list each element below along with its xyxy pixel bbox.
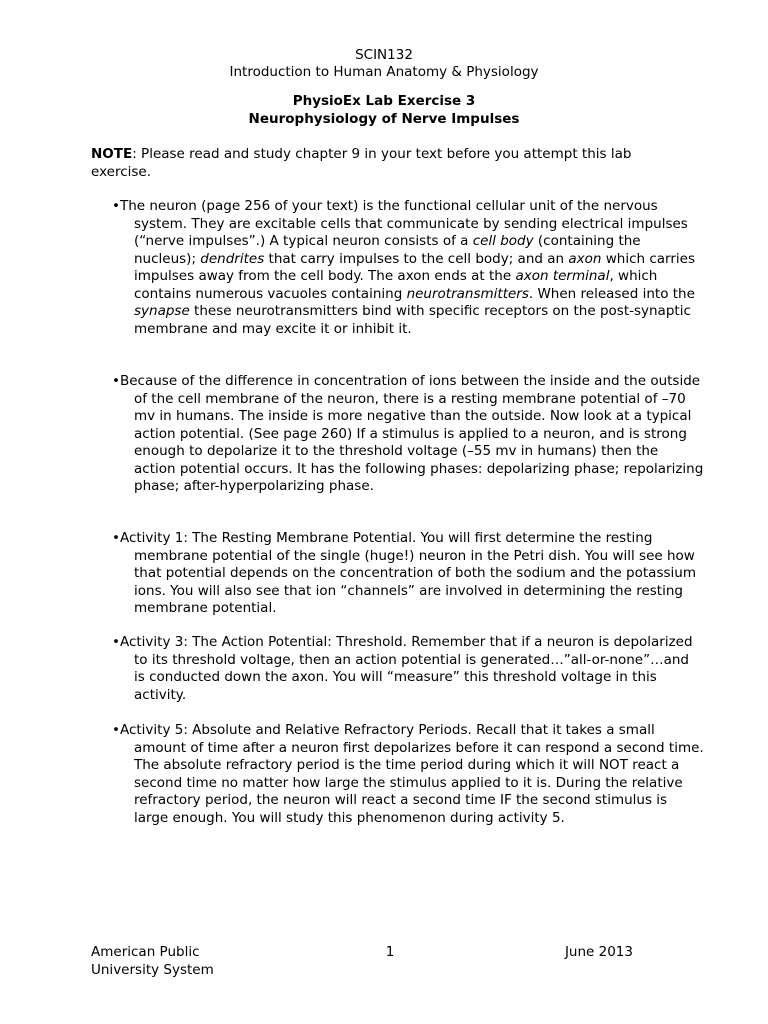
note-paragraph xyxy=(91,146,691,181)
bullet-activity-1 xyxy=(112,530,704,618)
footer-date: June 2013 xyxy=(564,944,633,960)
term-synapse: synapse xyxy=(134,303,190,319)
bullet-icon: • xyxy=(112,722,120,738)
bullet-membrane-potential xyxy=(112,373,704,496)
bullet-icon: • xyxy=(112,634,120,650)
bullet-icon: • xyxy=(112,530,120,546)
bullet-text: Activity 1: The Resting Membrane Potential. You will first determine the resting membrane potential of the single (huge!) neuron in the Petri dish. You will see how that potential depends on the concentration of both the sodium and the potassium ions. You will also see that ion “channels” are involved in determining the resting membrane potential. xyxy=(119,530,696,616)
bullet-text: Activity 3: The Action Potential: Threshold. Remember that if a neuron is depolarized to its threshold voltage, then an action potential is generated…”all-or-none”…and is conducted down the axon. You will “measure” this threshold voltage in this activity. xyxy=(119,634,693,703)
footer-org-line1: American Public xyxy=(91,944,200,960)
course-code: SCIN132 xyxy=(355,47,413,63)
note-text: : Please read and study chapter 9 in your text before you attempt this lab exercise. xyxy=(91,146,632,180)
bullet-text: Activity 5: Absolute and Relative Refractory Periods. Recall that it takes a small amount of time after a neuron first depolarizes before it can respond a second time. The absolute refractory period is the time period during which it will NOT react a second time no matter how large the stimulus applied to it is. During the relative refractory period, the neuron will react a second time IF the second stimulus is large enough. You will study this phenomenon during activity 5. xyxy=(119,722,704,826)
bullet-text: Because of the difference in concentration of ions between the inside and the outside of the cell membrane of the neuron, there is a resting membrane potential of –70 mv in humans. The inside is more negative than the outside. Now look at a typical action potential. (See page 260) If a stimulus is applied to a neuron, and is strong enough to depolarize it to the threshold voltage (–55 mv in humans) then the action potential occurs. It has the following phases: depolarizing phase; repolarizing phase; after-hyperpolarizing phase. xyxy=(119,373,704,494)
bullet-text: which carries impulses away from the cell body. The axon ends at the xyxy=(134,250,696,284)
term-axon: axon xyxy=(568,250,602,267)
course-name: Introduction to Human Anatomy & Physiology xyxy=(229,64,539,80)
term-neurotransmitters: neurotransmitters xyxy=(406,285,529,302)
bullet-text: , which contains numerous vacuoles containing xyxy=(134,268,658,302)
bullet-text: that carry impulses to the cell body; and an xyxy=(264,250,569,267)
bullet-text: The neuron (page 256 of your text) is the functional cellular unit of the nervous system. They are excitable cells that communicate by sending electrical impulses (“nerve impulses”.) A typical neuron consists of a xyxy=(119,198,688,249)
term-cell-body: cell body xyxy=(472,233,534,249)
bullet-text: . When released into the xyxy=(528,285,695,302)
page-number: 1 xyxy=(385,944,395,960)
term-axon-terminal: axon terminal xyxy=(515,268,610,284)
bullet-activity-5 xyxy=(112,722,704,827)
bullet-text: these neurotransmitters bind with specific receptors on the post-synaptic membrane and may excite it or inhibit it. xyxy=(134,303,691,337)
footer-org-line2: University System xyxy=(91,961,214,978)
note-label: NOTE xyxy=(91,146,133,162)
footer-organization xyxy=(91,944,291,979)
bullet-text: (containing the nucleus); xyxy=(134,233,641,267)
lab-title: PhysioEx Lab Exercise 3 xyxy=(292,93,476,109)
bullet-neuron xyxy=(112,198,704,338)
term-dendrites: dendrites xyxy=(200,250,265,267)
bullet-icon: • xyxy=(112,198,120,214)
bullet-activity-3 xyxy=(112,634,704,704)
lab-subtitle: Neurophysiology of Nerve Impulses xyxy=(248,111,520,127)
bullet-icon: • xyxy=(112,373,120,389)
